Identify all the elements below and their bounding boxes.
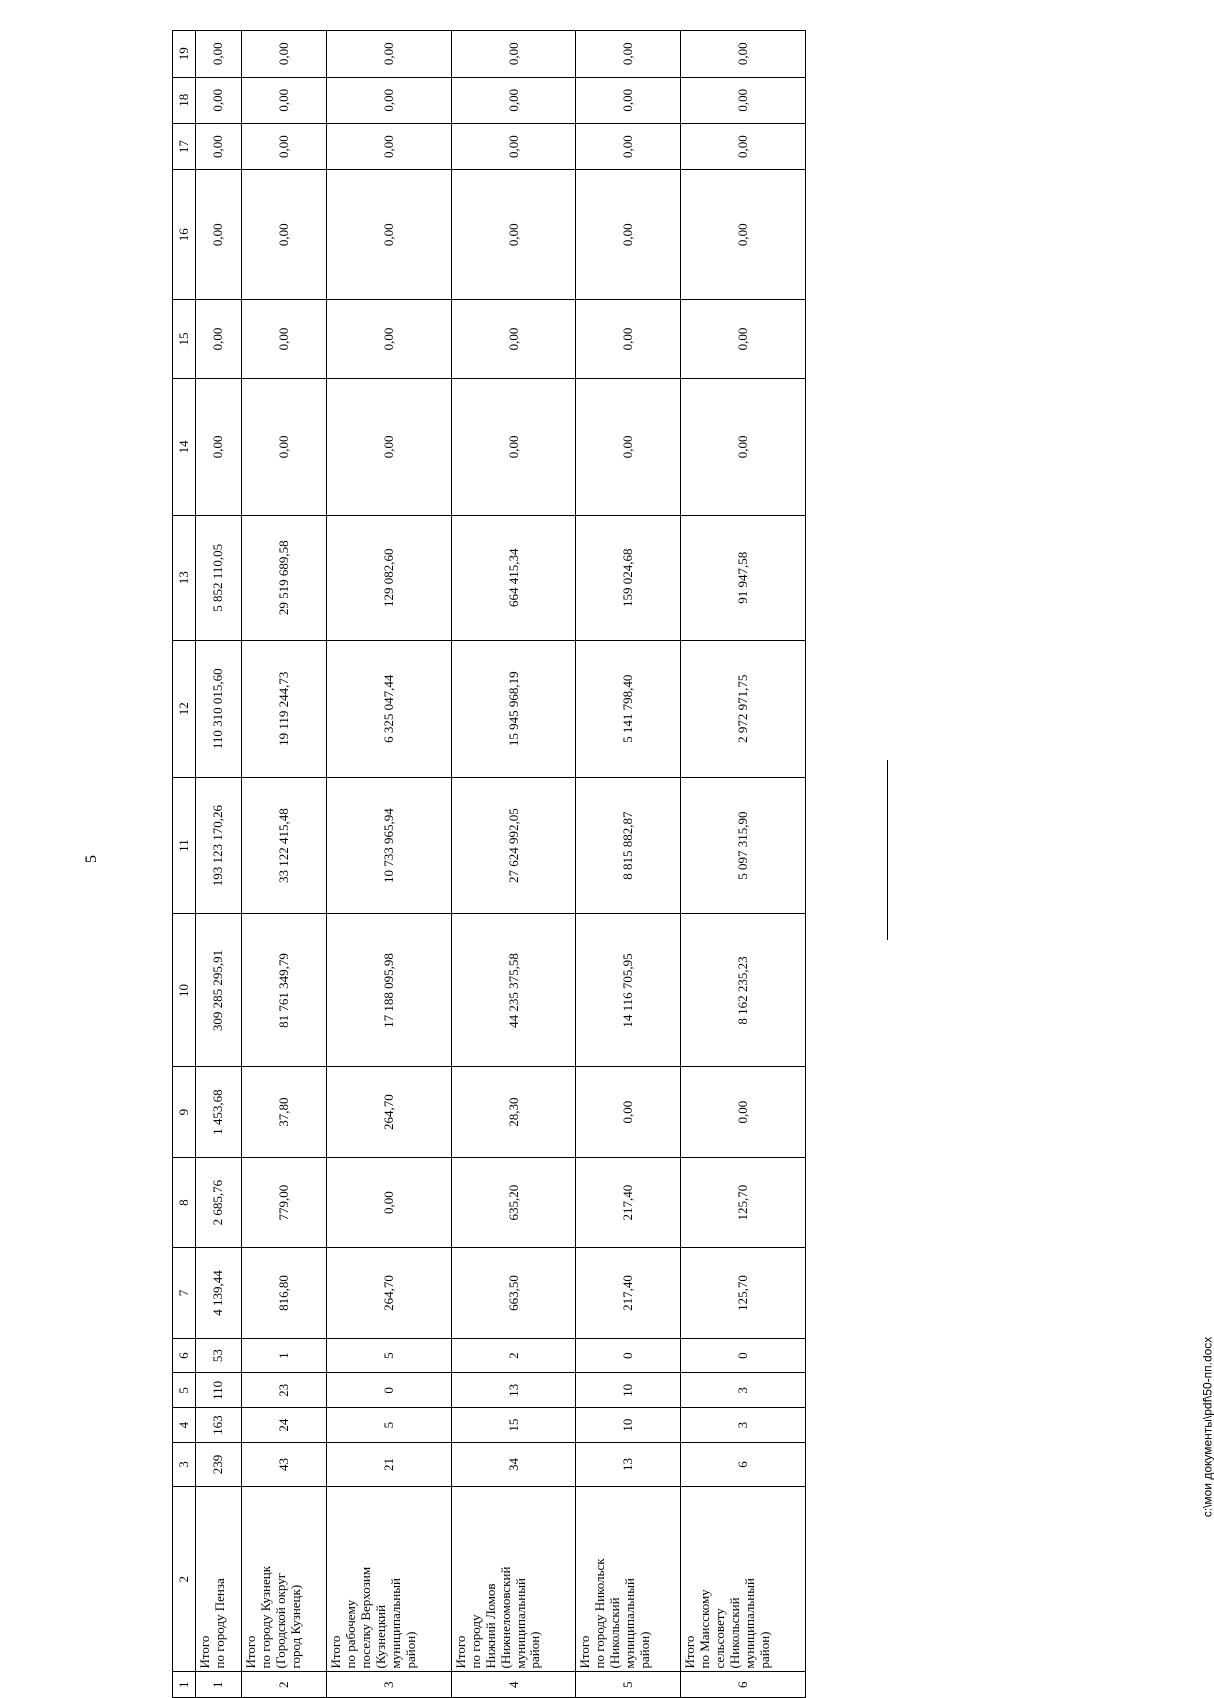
table-row [681, 31, 806, 1698]
table-cell: 6 [681, 1442, 806, 1486]
table-cell: 2 685,76 [196, 1157, 242, 1247]
table-cell: 0,00 [451, 77, 576, 123]
table-cell: 0,00 [327, 31, 452, 78]
table-cell: 81 761 349,79 [241, 914, 326, 1067]
table-cell: 0,00 [327, 123, 452, 169]
table-cell: 663,50 [451, 1248, 576, 1338]
column-header: 18 [173, 77, 196, 123]
column-header: 17 [173, 123, 196, 169]
row-label-cell: Итого по городу Никольск (Никольский муниципальный район) [576, 1487, 681, 1672]
column-header: 3 [173, 1442, 196, 1486]
table-cell: 0,00 [681, 378, 806, 515]
table-cell: 635,20 [451, 1157, 576, 1247]
table-cell: 6 325 047,44 [327, 640, 452, 777]
table-cell: 0,00 [681, 31, 806, 78]
table-cell: 5 852 110,05 [196, 515, 242, 640]
table-cell: 0,00 [241, 77, 326, 123]
table-cell: 13 [576, 1442, 681, 1486]
table-cell: 0,00 [576, 123, 681, 169]
column-header: 12 [173, 640, 196, 777]
column-header: 11 [173, 777, 196, 914]
table-cell: 1 [241, 1338, 326, 1373]
table-cell: 0,00 [196, 378, 242, 515]
table-cell: 3 [681, 1373, 806, 1408]
column-header: 10 [173, 914, 196, 1067]
table-cell: 4 [451, 1672, 576, 1698]
table-cell: 4 139,44 [196, 1248, 242, 1338]
row-label-cell: Итого по Маисскому сельсовету (Никольский муниципальный район) [681, 1487, 806, 1672]
table-cell: 17 188 095,98 [327, 914, 452, 1067]
table-cell: 0,00 [327, 1157, 452, 1247]
column-header: 4 [173, 1408, 196, 1443]
table-cell: 19 119 244,73 [241, 640, 326, 777]
table-cell: 91 947,58 [681, 515, 806, 640]
table-cell: 125,70 [681, 1157, 806, 1247]
table-cell: 0,00 [241, 123, 326, 169]
table-cell: 10 [576, 1373, 681, 1408]
table-cell: 0,00 [451, 31, 576, 78]
table-cell: 110 [196, 1373, 242, 1408]
table-row [241, 31, 326, 1698]
table-cell: 3 [681, 1408, 806, 1443]
table-cell: 5 [576, 1672, 681, 1698]
row-label-cell: Итого по городу Кузнецк (Городской округ город Кузнецк) [241, 1487, 326, 1672]
table-cell: 0,00 [576, 300, 681, 379]
table-cell: 0,00 [241, 300, 326, 379]
table-cell: 5 141 798,40 [576, 640, 681, 777]
table-cell: 44 235 375,58 [451, 914, 576, 1067]
table-cell: 1 453,68 [196, 1067, 242, 1157]
column-header: 6 [173, 1338, 196, 1373]
table-cell: 0,00 [451, 170, 576, 300]
column-header: 2 [173, 1487, 196, 1672]
table-cell: 0,00 [451, 378, 576, 515]
table-cell: 37,80 [241, 1067, 326, 1157]
page-number: 5 [83, 855, 100, 863]
table-cell: 110 310 015,60 [196, 640, 242, 777]
table-cell: 33 122 415,48 [241, 777, 326, 914]
table-cell: 0 [681, 1338, 806, 1373]
table-cell: 27 624 992,05 [451, 777, 576, 914]
table-cell: 664 415,34 [451, 515, 576, 640]
table-cell: 5 097 315,90 [681, 777, 806, 914]
table-cell: 0,00 [681, 300, 806, 379]
column-header: 8 [173, 1157, 196, 1247]
table-cell: 0,00 [681, 170, 806, 300]
table-cell: 0,00 [576, 378, 681, 515]
table-cell: 21 [327, 1442, 452, 1486]
table-cell: 29 519 689,58 [241, 515, 326, 640]
table-cell: 239 [196, 1442, 242, 1486]
table-cell: 0,00 [681, 123, 806, 169]
table-row [196, 31, 242, 1698]
table-cell: 43 [241, 1442, 326, 1486]
table-cell: 0,00 [327, 170, 452, 300]
table-cell: 0,00 [196, 31, 242, 78]
table-container [172, 30, 806, 1698]
table-cell: 5 [327, 1338, 452, 1373]
table-cell: 0,00 [196, 170, 242, 300]
table-cell: 0,00 [576, 77, 681, 123]
table-row [576, 31, 681, 1698]
table-cell: 14 116 705,95 [576, 914, 681, 1067]
table-cell: 0,00 [576, 170, 681, 300]
table-cell: 5 [327, 1408, 452, 1443]
row-label-cell: Итого по рабочему поселку Верхозим (Кузнецкий муниципальный район) [327, 1487, 452, 1672]
table-cell: 0,00 [681, 77, 806, 123]
table-row [327, 31, 452, 1698]
table-cell: 2 [451, 1338, 576, 1373]
table-cell: 0,00 [196, 77, 242, 123]
table-cell: 10 [576, 1408, 681, 1443]
column-header: 9 [173, 1067, 196, 1157]
table-cell: 217,40 [576, 1248, 681, 1338]
table-cell: 1 [196, 1672, 242, 1698]
table-cell: 0,00 [241, 170, 326, 300]
table-cell: 0,00 [241, 31, 326, 78]
table-row [451, 31, 576, 1698]
table-cell: 8 815 882,87 [576, 777, 681, 914]
table-cell: 193 123 170,26 [196, 777, 242, 914]
table-cell: 15 945 968,19 [451, 640, 576, 777]
table-cell: 264,70 [327, 1248, 452, 1338]
column-header: 19 [173, 31, 196, 78]
table-cell: 3 [327, 1672, 452, 1698]
table-cell: 23 [241, 1373, 326, 1408]
table-cell: 53 [196, 1338, 242, 1373]
table-cell: 13 [451, 1373, 576, 1408]
table-cell: 125,70 [681, 1248, 806, 1338]
column-header: 15 [173, 300, 196, 379]
table-cell: 0,00 [451, 300, 576, 379]
table-cell: 0,00 [681, 1067, 806, 1157]
table-cell: 10 733 965,94 [327, 777, 452, 914]
table-cell: 159 024,68 [576, 515, 681, 640]
table-cell: 0,00 [196, 123, 242, 169]
table-cell: 816,80 [241, 1248, 326, 1338]
table-cell: 0,00 [576, 1067, 681, 1157]
column-header: 5 [173, 1373, 196, 1408]
data-table [172, 30, 806, 1698]
footer-file-path: c:\мои документы\pdf\50-пп.docx [1200, 1336, 1214, 1518]
table-cell: 28,30 [451, 1067, 576, 1157]
column-header: 14 [173, 378, 196, 515]
table-cell: 34 [451, 1442, 576, 1486]
table-cell: 217,40 [576, 1157, 681, 1247]
table-cell: 264,70 [327, 1067, 452, 1157]
column-header: 13 [173, 515, 196, 640]
table-cell: 0,00 [196, 300, 242, 379]
table-cell: 0,00 [576, 31, 681, 78]
table-cell: 2 972 971,75 [681, 640, 806, 777]
table-header-row [173, 31, 196, 1698]
table-cell: 779,00 [241, 1157, 326, 1247]
row-label-cell: Итого по городу Нижний Ломов (Нижнеломовский муниципальный район) [451, 1487, 576, 1672]
table-cell: 0 [327, 1373, 452, 1408]
table-cell: 6 [681, 1672, 806, 1698]
separator-line [887, 760, 888, 940]
table-cell: 0,00 [241, 378, 326, 515]
table-cell: 0,00 [451, 123, 576, 169]
table-cell: 163 [196, 1408, 242, 1443]
column-header: 1 [173, 1672, 196, 1698]
table-cell: 24 [241, 1408, 326, 1443]
table-cell: 309 285 295,91 [196, 914, 242, 1067]
column-header: 7 [173, 1248, 196, 1338]
table-cell: 0,00 [327, 300, 452, 379]
table-cell: 0 [576, 1338, 681, 1373]
row-label-cell: Итого по городу Пенза [196, 1487, 242, 1672]
table-cell: 0,00 [327, 378, 452, 515]
table-cell: 15 [451, 1408, 576, 1443]
table-cell: 129 082,60 [327, 515, 452, 640]
table-cell: 8 162 235,23 [681, 914, 806, 1067]
table-cell: 0,00 [327, 77, 452, 123]
column-header: 16 [173, 170, 196, 300]
table-cell: 2 [241, 1672, 326, 1698]
